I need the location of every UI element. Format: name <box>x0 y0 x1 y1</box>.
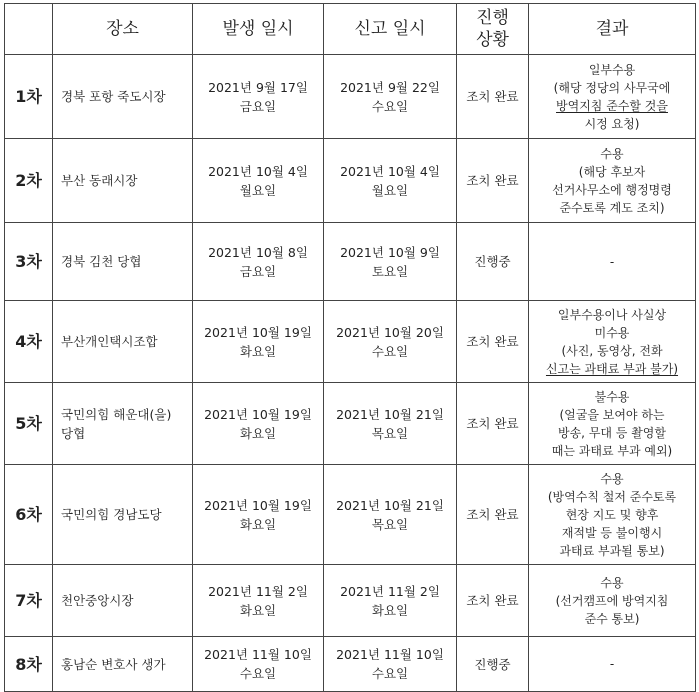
result-line: 일부수용이나 사실상 <box>557 307 667 322</box>
occurred-line: 화요일 <box>239 343 277 359</box>
place-cell <box>53 383 193 465</box>
reported-line: 수요일 <box>371 343 409 359</box>
table-header <box>5 4 696 55</box>
result-line: 미수용 <box>594 325 630 340</box>
header-occurred: 발생 일시 <box>193 4 324 55</box>
result-cell <box>529 383 696 465</box>
occurred-line: 2021년 10월 19일 <box>204 406 312 422</box>
result-line: 때는 과태료 부과 예외) <box>551 443 673 458</box>
reported-cell <box>324 301 457 383</box>
result-line: (얼굴을 보여야 하는 <box>559 407 665 422</box>
occurred-cell <box>193 565 324 637</box>
status-cell: 조치 완료 <box>457 301 529 383</box>
result-cell <box>529 565 696 637</box>
round-cell: 4차 <box>5 301 53 383</box>
result-line: (해당 정당의 사무국에 <box>553 80 671 95</box>
table-row <box>5 223 696 301</box>
result-line: 수용 <box>600 146 624 161</box>
result-cell <box>529 637 696 692</box>
place-line: 홍남순 변호사 생가 <box>61 656 166 672</box>
place-line: 경북 포항 죽도시장 <box>61 89 166 104</box>
occurred-cell <box>193 55 324 139</box>
result-line: 신고는 과태료 부과 불가) <box>545 361 679 376</box>
reported-line: 수요일 <box>371 666 409 681</box>
table-body <box>5 55 696 692</box>
result-line: 일부수용 <box>588 62 636 77</box>
place-line: 국민의힘 해운대(을) <box>61 406 172 422</box>
reported-cell <box>324 383 457 465</box>
result-cell <box>529 139 696 223</box>
table-row <box>5 637 696 692</box>
occurred-cell <box>193 301 324 383</box>
occurred-line: 2021년 11월 2일 <box>208 583 308 599</box>
reported-cell <box>324 139 457 223</box>
table-row <box>5 565 696 637</box>
result-cell <box>529 465 696 565</box>
occurred-line: 2021년 10월 4일 <box>208 163 308 179</box>
result-line: 과태료 부과될 통보) <box>559 543 665 558</box>
place-cell <box>53 565 193 637</box>
place-cell <box>53 139 193 223</box>
round-cell: 8차 <box>5 637 53 692</box>
result-line: - <box>609 254 615 269</box>
status-cell: 조치 완료 <box>457 383 529 465</box>
occurred-line: 2021년 11월 10일 <box>204 647 312 662</box>
place-cell <box>53 55 193 139</box>
result-line: (사진, 동영상, 전화 <box>561 343 663 358</box>
result-line: (방역수칙 철저 준수토록 <box>547 489 677 504</box>
place-cell <box>53 637 193 692</box>
occurred-cell <box>193 223 324 301</box>
reported-line: 토요일 <box>371 263 409 279</box>
occurred-line: 월요일 <box>239 182 277 198</box>
status-cell: 진행중 <box>457 223 529 301</box>
round-cell: 7차 <box>5 565 53 637</box>
place-cell <box>53 223 193 301</box>
occurred-cell <box>193 465 324 565</box>
reported-line: 2021년 10월 21일 <box>336 406 444 422</box>
table-row <box>5 139 696 223</box>
occurred-line: 금요일 <box>239 263 277 279</box>
occurred-cell <box>193 139 324 223</box>
header-status-line: 진행 <box>476 8 509 28</box>
result-line: 수용 <box>600 471 624 486</box>
reported-line: 2021년 10월 9일 <box>340 244 440 260</box>
round-cell: 5차 <box>5 383 53 465</box>
header-status <box>457 4 529 55</box>
status-cell: 조치 완료 <box>457 55 529 139</box>
reported-cell <box>324 55 457 139</box>
status-cell: 조치 완료 <box>457 565 529 637</box>
result-line: 현장 지도 및 향후 <box>565 507 659 522</box>
header-result: 결과 <box>529 4 696 55</box>
round-cell: 3차 <box>5 223 53 301</box>
result-line: - <box>609 657 615 671</box>
round-cell: 2차 <box>5 139 53 223</box>
reported-cell <box>324 223 457 301</box>
reported-line: 수요일 <box>371 98 409 114</box>
occurred-line: 수요일 <box>239 666 277 681</box>
place-line: 부산 동래시장 <box>61 173 138 188</box>
occurred-line: 화요일 <box>239 602 277 618</box>
round-cell: 6차 <box>5 465 53 565</box>
reported-line: 2021년 11월 10일 <box>336 647 444 662</box>
reported-cell <box>324 465 457 565</box>
table-row <box>5 301 696 383</box>
occurred-line: 2021년 10월 19일 <box>204 324 312 340</box>
place-cell <box>53 465 193 565</box>
reported-line: 2021년 10월 21일 <box>336 497 444 513</box>
occurred-cell <box>193 383 324 465</box>
reported-line: 화요일 <box>371 602 409 618</box>
place-line: 당협 <box>61 425 86 441</box>
status-cell: 조치 완료 <box>457 465 529 565</box>
status-cell: 진행중 <box>457 637 529 692</box>
result-line: (선거캠프에 방역지침 <box>555 593 669 608</box>
result-line: 준수 통보) <box>584 611 640 626</box>
occurred-line: 화요일 <box>239 425 277 441</box>
place-cell <box>53 301 193 383</box>
place-line: 천안중앙시장 <box>61 593 134 608</box>
place-line: 국민의힘 경남도당 <box>61 507 162 522</box>
occurred-line: 2021년 9월 17일 <box>208 79 308 95</box>
result-line: 수용 <box>600 575 624 590</box>
result-cell <box>529 223 696 301</box>
header-round <box>5 4 53 55</box>
header-place: 장소 <box>53 4 193 55</box>
occurred-cell <box>193 637 324 692</box>
table-row <box>5 383 696 465</box>
result-line: 방역지침 준수할 것을 <box>556 98 668 113</box>
reported-line: 2021년 10월 20일 <box>336 324 444 340</box>
incident-report-table <box>4 3 696 692</box>
table-row <box>5 55 696 139</box>
result-line: 방송, 무대 등 촬영할 <box>558 425 666 440</box>
round-cell: 1차 <box>5 55 53 139</box>
header-reported: 신고 일시 <box>324 4 457 55</box>
header-status-line: 상황 <box>476 30 509 50</box>
result-line: 준수토록 계도 조치) <box>559 200 665 215</box>
reported-line: 목요일 <box>371 516 409 532</box>
table-row <box>5 465 696 565</box>
occurred-line: 화요일 <box>239 516 277 532</box>
reported-line: 2021년 11월 2일 <box>340 583 440 599</box>
occurred-line: 2021년 10월 8일 <box>208 244 308 260</box>
result-line: 재적발 등 불이행시 <box>561 525 663 540</box>
occurred-line: 금요일 <box>239 98 277 114</box>
reported-cell <box>324 565 457 637</box>
place-line: 경북 김천 당협 <box>61 254 142 269</box>
result-cell <box>529 55 696 139</box>
reported-line: 월요일 <box>371 182 409 198</box>
result-line: 선거사무소에 행정명령 <box>552 182 672 197</box>
status-cell: 조치 완료 <box>457 139 529 223</box>
reported-line: 2021년 9월 22일 <box>340 79 440 95</box>
reported-line: 2021년 10월 4일 <box>340 163 440 179</box>
result-line: 시정 요청) <box>584 116 640 131</box>
occurred-line: 2021년 10월 19일 <box>204 497 312 513</box>
header-row <box>5 4 696 55</box>
place-line: 부산개인택시조합 <box>61 334 158 349</box>
reported-cell <box>324 637 457 692</box>
result-line: 불수용 <box>594 389 630 404</box>
reported-line: 목요일 <box>371 425 409 441</box>
result-cell <box>529 301 696 383</box>
result-line: (해당 후보자 <box>578 164 646 179</box>
